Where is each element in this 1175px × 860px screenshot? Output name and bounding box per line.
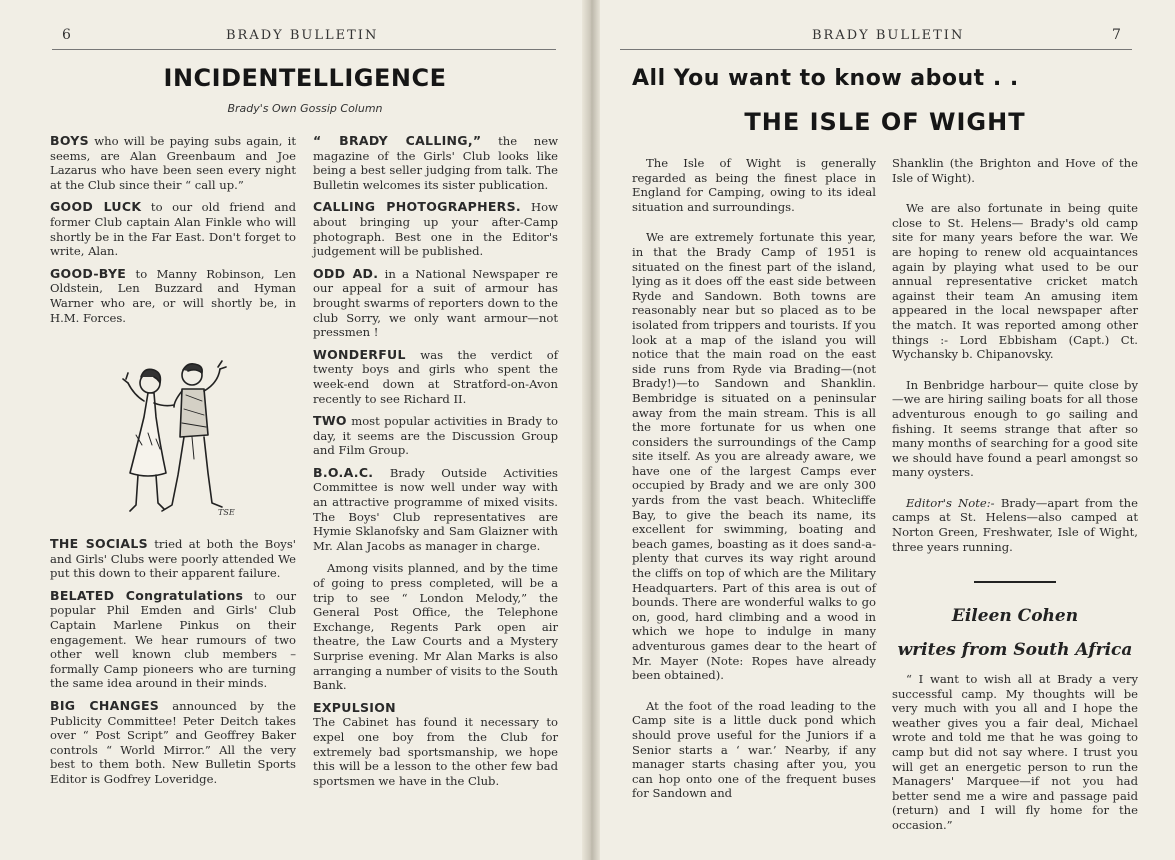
item-text: was the verdict of twenty boys and girls who spent the week-end down at Stratford-on-Avon recently to see Richard II. — [313, 347, 558, 406]
item-expulsion — [313, 701, 558, 789]
left-column-two — [313, 134, 558, 796]
article-paragraph: At the foot of the road leading to the Camp site is a little duck pond which should prove useful for the Juniors if a Senior starts a ‘ war.’ Nearby, if any manager starts chasing after you, you can hop onto one of the frequent buses for Sandown and — [632, 698, 876, 801]
section-divider — [974, 581, 1056, 583]
item-lead: BIG CHANGES — [50, 697, 160, 713]
letter-column — [892, 672, 1138, 849]
dancing-couple-illustration — [108, 355, 248, 525]
item-two — [313, 414, 558, 458]
letter-name: Eileen Cohen — [951, 606, 1079, 626]
header-rule-right — [620, 49, 1132, 50]
running-head-right: BRADY BULLETIN — [812, 28, 965, 43]
item-boac — [313, 466, 558, 554]
item-lead: BELATED Congratulations — [50, 587, 244, 603]
article-paragraph: In Benbridge harbour— quite close by—we are hiring sailing boats for all those adventurous enough to go sailing and fishing. It seems strange that after so many months of searching for a good site we should have found a pearl amongst so many oysters. — [892, 377, 1138, 480]
item-text: tried at both the Boys' and Girls' Clubs were poorly attended We put this down to their apparent failure. — [50, 537, 296, 581]
running-head-left: BRADY BULLETIN — [226, 28, 379, 43]
item-text: announced by the Publicity Committee! Peter Deitch takes over “ Post Script” and Geoffrey Baker controls “ World Mirror.” All the very best to them both. New Bulletin Sports Editor is Godfrey Loveridge. — [50, 698, 296, 786]
item-text: to our popular Phil Emden and Girls' Club Captain Marlene Pinkus on their engagement. We hear rumours of two other well known club members – formally Camp pioneers who are turning the same idea around in their minds. — [50, 588, 296, 691]
item-brady-calling — [313, 134, 558, 192]
article-paragraph: We are also fortunate in being quite close to St. Helens— Brady's old camp site for many years before the war. We are hoping to renew old acquaintances again by playing what used to be our annual representative cricket match against their team An amusing item appeared in the local newspaper after the match. It was reported among other things :- Lord Ebbisham (Capt.) Ct. Wychansky b. Chipanovsky. — [892, 201, 1138, 362]
article-paragraph: We are extremely fortunate this year, in that the Brady Camp of 1951 is situated on the finest part of the island, lying as it does off the east side between Ryde and Sandown. Both towns are reasonably near but so placed as to be isolated from trippers and tourists. If you look at a map of the island you will notice that the main road on the east side runs from Ryde via Brading—(not Brady!)—to Sandown and Shanklin. Bembridge is situated on a peninsular away from the main stream. This is all the more fortunate for us when one considers the surroundings of the Camp site itself. As you are already aware, we have one of the largest Camps ever occupied by Brady and we are only 300 yards from the vast beach. Whitecliffe Bay, to give the beach its name, its excellent for swimming, boating and beach games, boasting as it does sand-a-plenty that curves its way right around the cliffs on top of which are the Military Headquarters. Part of this area is out of bounds. There are wonderful walks to go on, good, hard climbing and a wood in which we hope to indulge in many adventurous games dear to the heart of Mr. Mayer (Note: Ropes have already been obtained). — [632, 230, 876, 683]
item-lead: “ BRADY CALLING,” — [313, 133, 482, 148]
item-lead: B.O.A.C. — [313, 464, 374, 480]
illustration-signature: TSE — [218, 508, 235, 517]
item-big-changes — [50, 699, 296, 787]
editors-note — [892, 496, 1138, 554]
item-lead: CALLING PHOTOGRAPHERS. — [313, 199, 521, 215]
item-visits — [313, 561, 558, 692]
item-boys — [50, 134, 296, 192]
article-column-two — [892, 156, 1138, 570]
item-lead: BOYS — [50, 133, 89, 148]
article-paragraph: The Isle of Wight is generally regarded as being the finest place in England for Camping, owing to its ideal situation and surroundings. — [632, 156, 876, 214]
book-gutter — [582, 0, 600, 860]
editors-note-text: Brady—apart from the camps at St. Helens—also camped at Norton Green, Freshwater, Isle of Wight, three years running. — [892, 495, 1139, 554]
item-text: the new magazine of the Girls' Club looks like being a best seller judging from talk. The Bulletin welcomes its sister publication. — [313, 134, 559, 192]
item-text: to Manny Robinson, Len Oldstein, Len Buzzard and Hyman Warner who are, or will shortly be, in H.M. Forces. — [50, 266, 296, 325]
column-title: INCIDENTELLIGENCE — [163, 64, 447, 92]
page-number-right: 7 — [1112, 27, 1121, 43]
column-subtitle: Brady's Own Gossip Column — [227, 102, 383, 115]
left-column-upper — [50, 134, 296, 333]
item-socials — [50, 537, 296, 581]
item-text: to our old friend and former Club captain Alan Finkle who will shortly be in the Far East. Don't forget to write, Alan. — [50, 200, 296, 259]
item-text: who will be paying subs again, it seems, are Alan Greenbaum and Joe Lazarus who have been seen every night at the Club since their “ call up.” — [50, 134, 296, 192]
item-good-bye — [50, 267, 296, 325]
item-lead: ODD AD. — [313, 265, 379, 281]
item-lead: EXPULSION — [313, 699, 396, 715]
right-page — [590, 0, 1175, 860]
item-lead: GOOD-BYE — [50, 265, 127, 281]
article-column-one — [632, 156, 876, 817]
item-text: The Cabinet has found it necessary to expel one boy from the Club for extremely bad sportsmanship, we hope this will be a lesson to the other few bad sportsmen we have in the Club. — [313, 715, 558, 788]
article-title-line1: All You want to know about . . — [632, 66, 1019, 91]
item-text: Brady Outside Activities Committee is now well under way with an attractive programme of mixed visits. The Boys' Club representatives are Hymie Sklanofsky and Sam Glaizner with Mr. Alan Jacobs as manager in charge. — [313, 465, 558, 553]
item-text: in a National Newspaper re our appeal for a suit of armour has brought swarms of reporters down to the club Sorry, we only want armour—not pressmen ! — [313, 266, 558, 340]
article-paragraph: Shanklin (the Brighton and Hove of the Isle of Wight). — [892, 156, 1138, 185]
item-odd-ad — [313, 267, 558, 340]
item-congratulations — [50, 589, 296, 691]
item-text: How about bringing up your after-Camp photograph. Best one in the Editor's judgement will be published. — [313, 200, 558, 259]
item-good-luck — [50, 200, 296, 258]
article-title-line2: THE ISLE OF WIGHT — [744, 108, 1026, 136]
item-photographers — [313, 200, 558, 258]
page-number-left: 6 — [62, 27, 71, 43]
header-rule-left — [52, 49, 556, 50]
item-lead: WONDERFUL — [313, 346, 406, 362]
item-wonderful — [313, 348, 558, 406]
item-lead: GOOD LUCK — [50, 199, 142, 215]
letter-subtitle: writes from South Africa — [897, 640, 1133, 660]
item-text: most popular activities in Brady to day, it seems are the Discussion Group and Film Group. — [313, 414, 558, 458]
letter-text: “ I want to wish all at Brady a very successful camp. My thoughts will be very much with you all and I hope the weather gives you a fair deal, Michael wrote and told me that he was going to camp but did not say where. I trust you will get an energetic person to run the Managers' Marquee—if not you had better send me a wire and passage paid (return) and I will fly home for the occasion.” — [892, 672, 1138, 832]
item-text: Among visits planned, and by the time of going to press completed, will be a trip to see “ London Melody,” the General Post Office, the Telephone Exchange, Regents Park open air theatre, the Law Courts and a Mystery Surprise evening. Mr Alan Marks is also arranging a number of visits to the South Bank. — [313, 561, 558, 693]
item-lead: TWO — [313, 413, 347, 429]
left-column-lower — [50, 537, 296, 795]
editors-note-label: Editor's Note:- — [906, 495, 995, 510]
item-lead: THE SOCIALS — [50, 536, 148, 551]
